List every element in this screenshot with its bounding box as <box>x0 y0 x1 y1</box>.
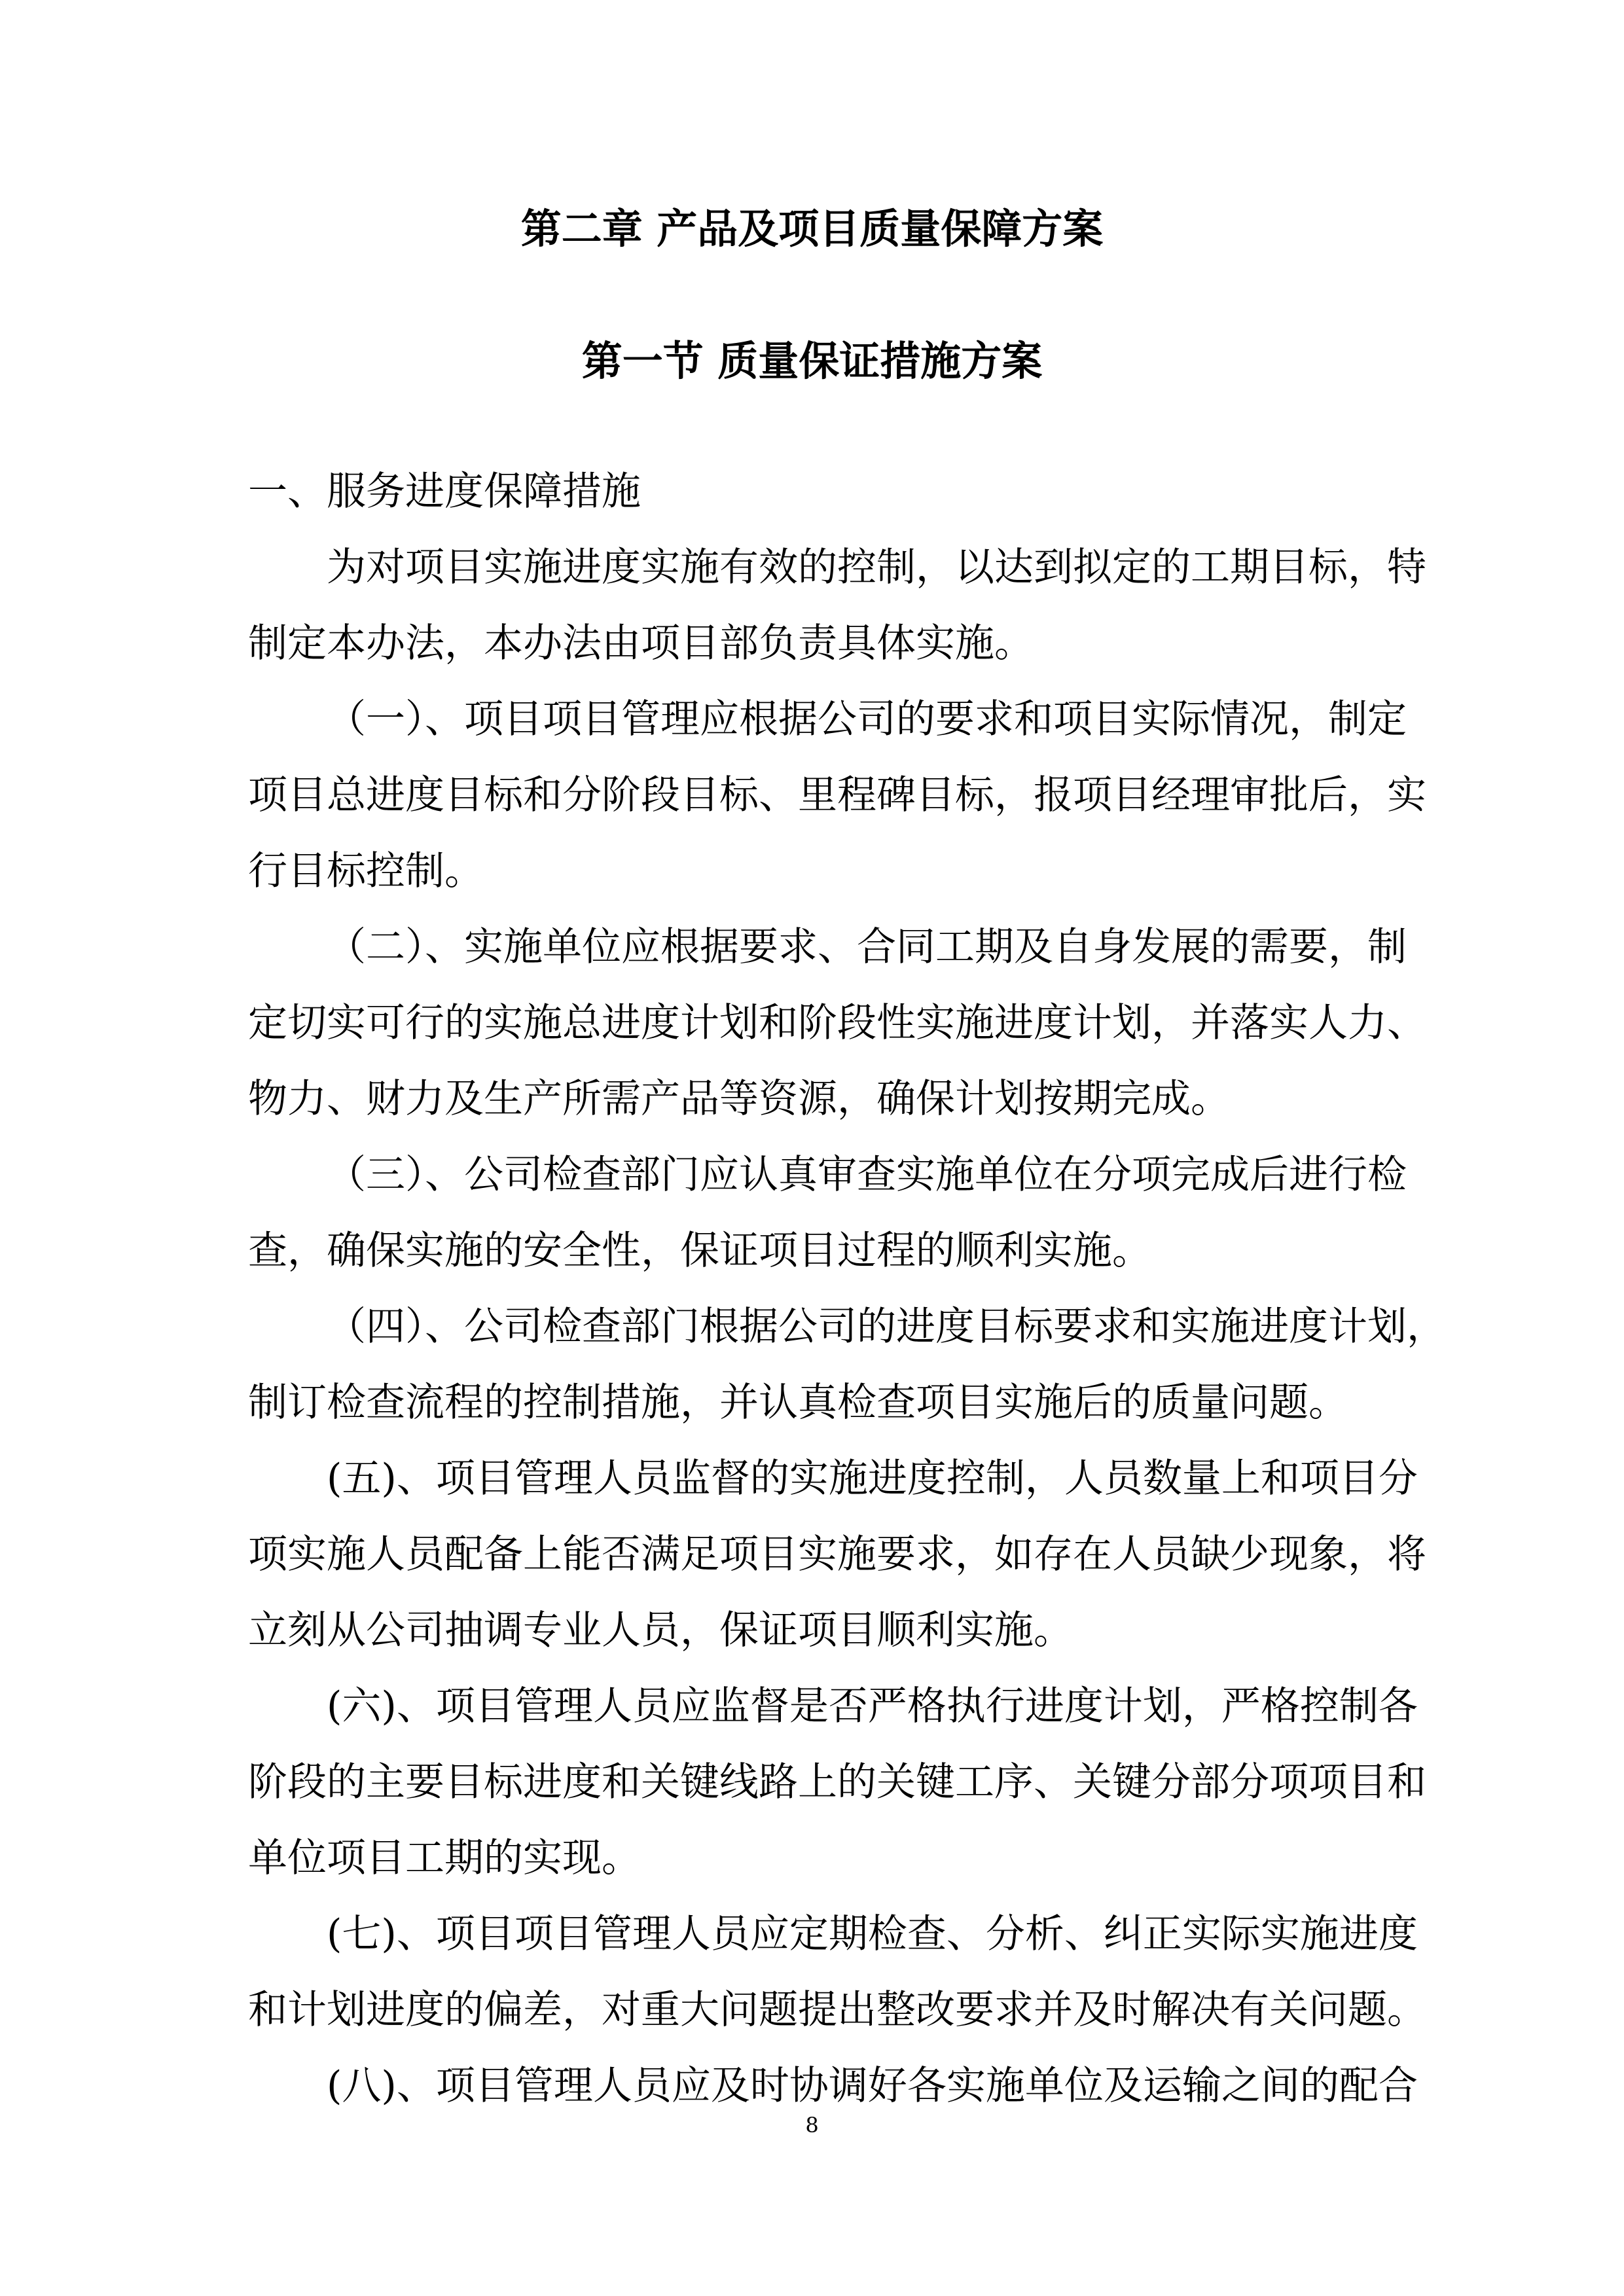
section-heading <box>248 454 1388 529</box>
paragraph <box>248 1289 1446 1441</box>
text-line: 制定本办法，本办法由项目部负责具体实施。 <box>248 620 1034 666</box>
text-line: (八)、项目管理人员应及时协调好各实施单位及运输之间的配合 <box>327 2063 1418 2109</box>
paragraph <box>248 681 1426 909</box>
text-line: （四）、公司检查部门根据公司的进度目标要求和实施进度计划， <box>327 1304 1446 1350</box>
paragraph <box>248 1441 1426 1668</box>
paragraph <box>248 1668 1426 1896</box>
text-line: 单位项目工期的实现。 <box>248 1835 641 1881</box>
text-line: 项实施人员配备上能否满足项目实施要求，如存在人员缺少现象，将 <box>248 1532 1426 1577</box>
text-line: （一）、项目项目管理应根据公司的要求和项目实际情况，制定 <box>327 696 1407 742</box>
page-number: 8 <box>805 2113 819 2138</box>
paragraph <box>248 529 1426 681</box>
text-line: (五)、项目管理人员监督的实施进度控制，人员数量上和项目分 <box>327 1456 1418 1501</box>
text-line: 项目总进度目标和分阶段目标、里程碑目标，报项目经理审批后，实 <box>248 772 1426 818</box>
chapter-title: 第二章 产品及项目质量保障方案 <box>520 205 1104 253</box>
text-line: （三）、公司检查部门应认真审查实施单位在分项完成后进行检 <box>327 1152 1407 1198</box>
text-line: (六)、项目管理人员应监督是否严格执行进度计划，严格控制各 <box>327 1683 1418 1729</box>
section-title: 第一节 质量保证措施方案 <box>581 337 1043 385</box>
text-line: 物力、财力及生产所需产品等资源，确保计划按期完成。 <box>248 1076 1230 1122</box>
text-line: 为对项目实施进度实施有效的控制，以达到拟定的工期目标，特 <box>327 545 1426 590</box>
text-line: 制订检查流程的控制措施，并认真检查项目实施后的质量问题。 <box>248 1380 1348 1426</box>
text-line: 阶段的主要目标进度和关键线路上的关键工序、关键分部分项项目和 <box>248 1759 1426 1805</box>
paragraph <box>248 1137 1407 1289</box>
text-line: 和计划进度的偏差，对重大问题提出整改要求并及时解决有关问题。 <box>248 1987 1426 2033</box>
text-line: 行目标控制。 <box>248 848 484 894</box>
text-line: （二）、实施单位应根据要求、合同工期及自身发展的需要，制 <box>327 924 1407 970</box>
text-line: (七)、项目项目管理人员应定期检查、分析、纠正实际实施进度 <box>327 1911 1418 1957</box>
text-line: 立刻从公司抽调专业人员，保证项目顺利实施。 <box>248 1607 1073 1653</box>
text-line: 一、服务进度保障措施 <box>248 469 641 514</box>
document-body <box>248 454 1446 2124</box>
text-line: 定切实可行的实施总进度计划和阶段性实施进度计划，并落实人力、 <box>248 1000 1426 1046</box>
paragraph <box>248 909 1426 1137</box>
paragraph <box>248 1896 1426 2048</box>
text-line: 查，确保实施的安全性，保证项目过程的顺利实施。 <box>248 1228 1151 1274</box>
